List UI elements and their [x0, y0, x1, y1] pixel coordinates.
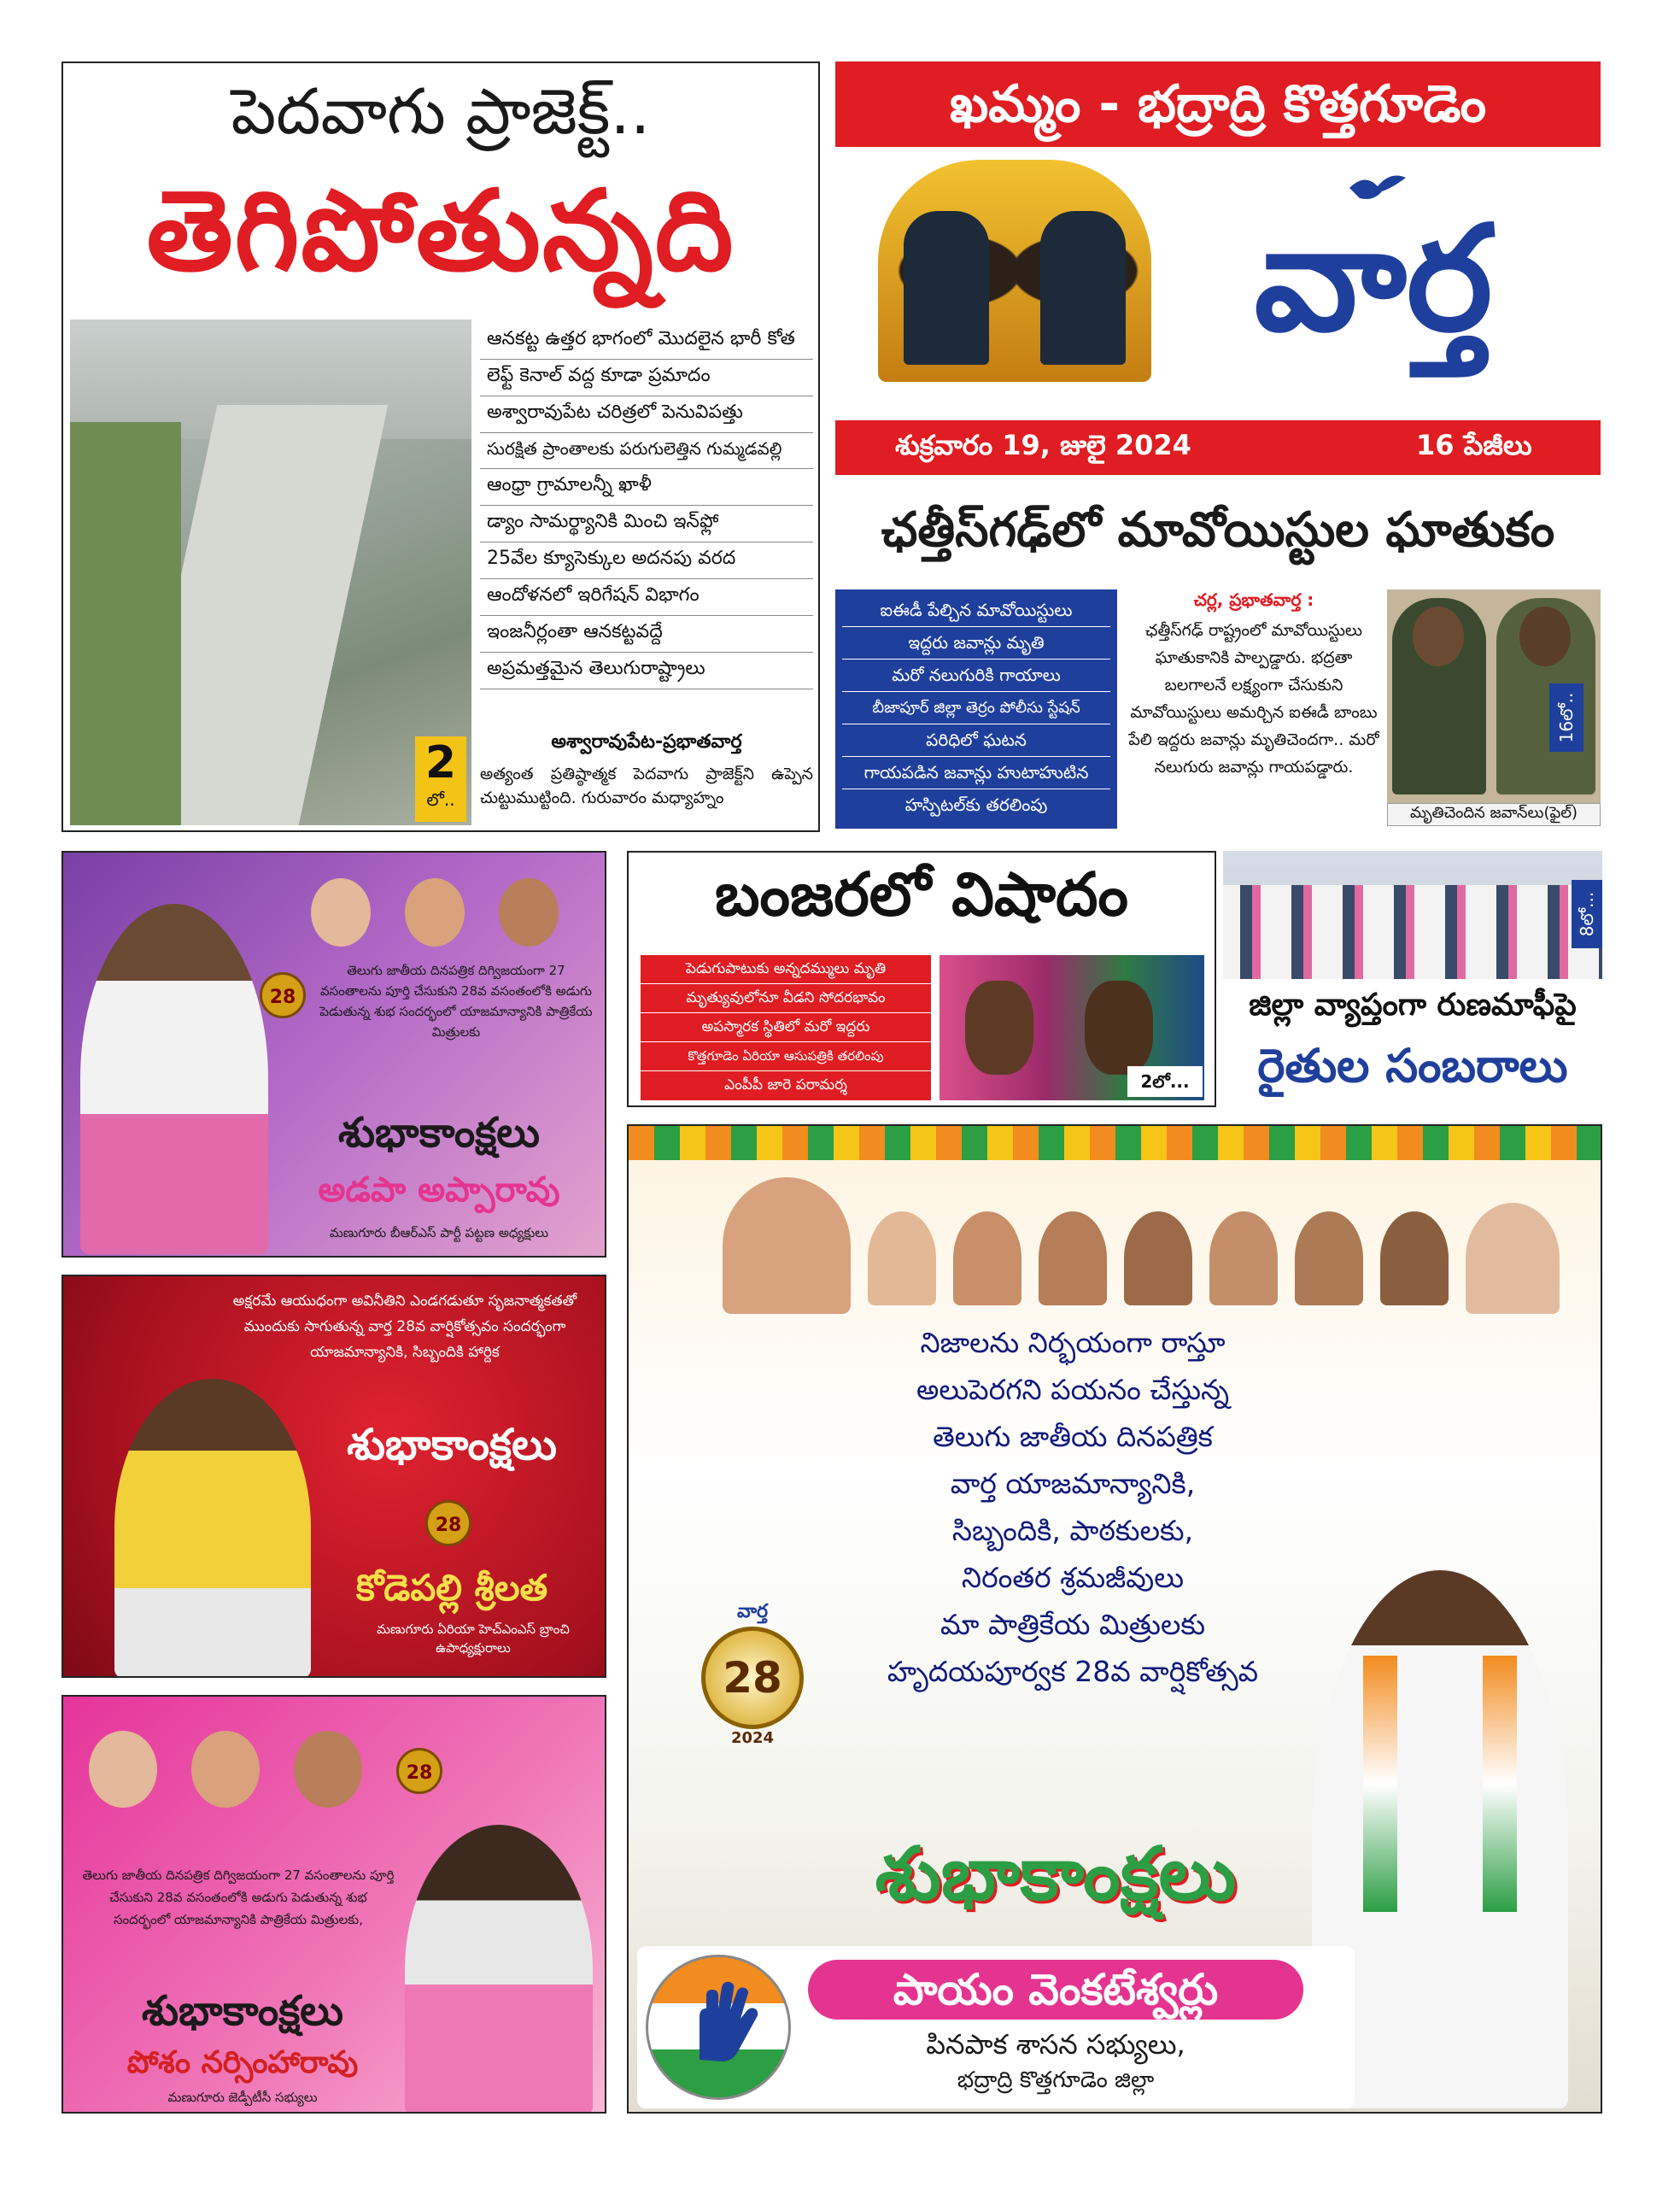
ad4-line: నిజాలను నిర్భయంగా రాస్తూ [920, 1326, 1226, 1359]
list-item: కొత్తగూడెం ఏరియా ఆసుపత్రికి తరలింపు [641, 1042, 931, 1071]
ad4-garland [629, 1126, 1601, 1160]
page-ref-text: లో.. [426, 789, 455, 810]
list-item: బీజాపూర్ జిల్లా తెర్రం పోలీసు స్టేషన్ [842, 692, 1110, 724]
list-item: సురక్షిత ప్రాంతాలకు పరుగులెత్తిన గుమ్మడవల్లి [480, 433, 813, 469]
ad4-line: హృదయపూర్వక 28వ వార్షికోత్సవ [887, 1655, 1259, 1688]
list-item: 25వేల క్యూసెక్కుల అదనపు వరద [480, 542, 813, 579]
ad4-name: పాయం వెంకటేశ్వర్లు [808, 1960, 1303, 2020]
greeting-ad-2 [61, 1275, 606, 1678]
ad4-designation: పినపాక శాసన సభ్యులు, [926, 2028, 1185, 2061]
edition-bar: ఖమ్మం - భద్రాద్రి కొత్తగూడెం [835, 62, 1601, 147]
lead-byline: అశ్వారావుపేట-ప్రభాతవార్త [551, 731, 742, 753]
list-item: ఆందోళనలో ఇరిగేషన్ విభాగం [480, 579, 813, 616]
ad4-line: వార్త యాజమాన్యానికి, [950, 1467, 1196, 1500]
rythu-headline: రైతుల సంబరాలు [1257, 1039, 1568, 1093]
ad3-designation: మణుగూరు జెడ్పీటీసీ సభ్యులు [167, 2090, 318, 2105]
ad4-message [851, 1319, 1295, 1695]
ad4-greeting: శుభాకాంక్షలు [875, 1832, 1237, 1917]
ad2-portrait [114, 1379, 311, 1678]
greeting-ad-1 [61, 851, 606, 1258]
list-item: ఆంధ్రా గ్రామాలన్నీ ఖాళీ [480, 469, 813, 506]
ad3-name: పోశం నర్సింహారావు [126, 2045, 359, 2080]
ad2-designation: మణుగూరు ఏరియా హెచ్ఎంఎస్ బ్రాంచి ఉపాధ్యక్షురాలు [377, 1621, 570, 1656]
ad4-district: భద్రాద్రి కొత్తగూడెం జిల్లా [957, 2067, 1155, 2093]
ad4-badge-top: వార్త [736, 1601, 769, 1622]
dateline-bar [835, 420, 1601, 475]
list-item: హస్పిటల్‌కు తరలింపు [904, 794, 1048, 815]
list-item: అశ్వారావుపేట చరిత్రలో పెనువిపత్తు [480, 396, 813, 433]
photo-caption: మృతిచెందిన జవాన్‌లు(ఫైల్) [1387, 803, 1601, 826]
banjara-story [627, 851, 1216, 1107]
rythu-photo [1223, 851, 1602, 979]
lead-kicker: పెదవాగు ప్రాజెక్ట్.. [231, 75, 651, 149]
deity-image [878, 160, 1151, 382]
ad1-greeting: శుభాకాంక్షలు [338, 1109, 540, 1157]
jawans-photo [1387, 589, 1601, 803]
banjara-bullets [641, 955, 931, 1100]
ad3-badge: 28 [396, 1748, 442, 1794]
list-item: ఆనకట్ట ఉత్తర భాగంలో మొదలైన భారీ కోత [480, 323, 813, 360]
maoist-byline: చర్ల, ప్రభాతవార్త : [1193, 589, 1314, 610]
ad2-text: అక్షరమే ఆయుధంగా అవినీతిని ఎండగడుతూ సృజనాత్మకతతో ముందుకు సాగుతున్న వార్త 28వ వార్షికోత్సవం సందర్భంగా యాజమాన్యానికి, సిబ్బందికి హార్దిక [232, 1293, 577, 1361]
ad4-badge-year: 2024 [730, 1729, 775, 1747]
ad3-portrait [405, 1825, 593, 2114]
list-item: మృత్యువులోనూ వీడని సోదరభావం [641, 984, 931, 1013]
ad4-line: అలుపెరగని పయనం చేస్తున్న [916, 1373, 1230, 1406]
ad4-name-panel [637, 1946, 1355, 2108]
ad4-line: సిబ్బందికి, పాఠకులకు, [951, 1514, 1194, 1547]
list-item: ఇద్దరు జవాన్లు మృతి [842, 627, 1110, 660]
ad1-text: తెలుగు జాతీయ దినపత్రిక దిగ్విజయంగా 27 వసంతాలను పూర్తి చేసుకుని 28వ వసంతంలోకి అడుగు పెడుతున్న శుభ సందర్భంలో యాజమాన్యానికి పాత్రికేయ మిత్రులకు [319, 963, 593, 1040]
ad4-line: తెలుగు జాతీయ దినపత్రిక [933, 1420, 1213, 1453]
ad4-line: మా పాత్రికేయ మిత్రులకు [940, 1608, 1206, 1641]
banjara-headline: బంజరలో విషాదం [715, 859, 1128, 929]
ad4-badge-number: 28 [701, 1627, 804, 1729]
lead-bullets [480, 323, 813, 689]
maoist-body: ఛత్తీస్‌గఢ్ రాష్ట్రంలో మావోయిస్టులు ఘాతుకానికి పాల్పడ్డారు. భద్రతా బలగాలనే లక్ష్యంగా చేసుకుని మావోయిస్టులు అమర్చిన ఐఈడీ బాంబు పేలి ఇద్దరు జవాన్లు మృతిచెందగా.. మరో నలుగురు జవాన్లు గాయపడ్డారు. [1128, 621, 1379, 777]
masthead-logo: వార్త [1254, 195, 1493, 364]
lead-page-ref [415, 736, 466, 822]
list-item: ఇంజనీర్లంతా ఆనకట్టవద్దే [480, 616, 813, 653]
ad3-greeting: శుభాకాంక్షలు [142, 1987, 343, 2035]
banjara-page-ref: 2లో... [1127, 1066, 1203, 1097]
masthead [835, 62, 1601, 480]
rythu-kicker: జిల్లా వ్యాప్తంగా రుణమాఫీపై [1249, 988, 1577, 1023]
maoist-headline: ఛత్తీస్‌గఢ్‌లో మావోయిస్టుల ఘాతుకం [881, 502, 1555, 558]
lead-headline: తెగిపోతున్నది [146, 166, 735, 296]
lead-body: అత్యంత ప్రతిష్ఠాత్మక పెదవాగు ప్రాజెక్ట్‌ని ఉప్పెన చుట్టుముట్టింది. గురువారం మధ్యాహ్నం [480, 765, 813, 807]
ad1-badge: 28 [260, 972, 306, 1018]
list-item: పరిధిలో ఘటన [842, 724, 1110, 757]
ad4-anniversary-badge [688, 1601, 817, 1746]
maoist-bullets [835, 589, 1117, 829]
issue-date: శుక్రవారం 19, జులై 2024 [895, 429, 1191, 461]
ad1-leaders [302, 878, 584, 947]
ad2-name: కోడెపల్లి శ్రీలత [355, 1567, 548, 1609]
ad1-name: అడపా అప్పారావు [318, 1170, 560, 1210]
ad2-badge: 28 [425, 1500, 471, 1546]
greeting-ad-4 [627, 1124, 1602, 2114]
list-item: లెఫ్ట్ కెనాల్ వద్ద కూడా ప్రమాదం [480, 360, 813, 396]
dam-photo [70, 320, 471, 825]
greeting-ad-3 [61, 1695, 606, 2114]
ad4-line: నిరంతర శ్రమజీవులు [961, 1561, 1185, 1594]
ad2-greeting: శుభాకాంక్షలు [347, 1420, 557, 1469]
list-item: ఎంపీపీ జారె పరామర్శ [724, 1076, 847, 1094]
ad3-leaders [89, 1731, 371, 1816]
list-item: గాయపడిన జవాన్లు హుటాహుటిన [842, 757, 1110, 789]
rythu-page-ref: 8లో... [1572, 880, 1602, 948]
page-ref-number: 2 [424, 737, 457, 789]
maoist-page-ref: 16లో.. [1549, 683, 1583, 752]
list-item: అప్రమత్తమైన తెలుగురాష్ట్రాలు [480, 653, 813, 689]
list-item: అపస్మారక స్థితిలో మరో ఇద్దరు [641, 1013, 931, 1042]
ad3-text: తెలుగు జాతీయ దినపత్రిక దిగ్విజయంగా 27 వసంతాలను పూర్తి చేసుకుని 28వ వసంతంలోకి అడుగు పెడుతున్న శుభ సందర్భంలో యాజమాన్యానికి పాత్రికేయ మిత్రులకు, [82, 1867, 395, 1927]
ad1-portrait [80, 904, 268, 1254]
hand-icon [646, 1955, 791, 2100]
ad4-leaders [723, 1177, 1577, 1314]
page-count: 16 పేజీలు [1416, 429, 1532, 461]
ad1-designation: మణుగూరు బీఆర్ఎస్ పార్టీ పట్టణ అధ్యక్షులు [329, 1225, 549, 1240]
list-item: మరో నలుగురికి గాయాలు [842, 660, 1110, 692]
list-item: ఐఈడీ పేల్చిన మావోయిస్టులు [842, 595, 1110, 627]
banjara-photo [940, 955, 1204, 1100]
list-item: పెడుగుపాటుకు అన్నదమ్ములు మృతి [641, 955, 931, 984]
list-item: డ్యాం సామర్థ్యానికి మించి ఇన్‌ఫ్లో [480, 506, 813, 542]
lead-story [61, 62, 820, 832]
